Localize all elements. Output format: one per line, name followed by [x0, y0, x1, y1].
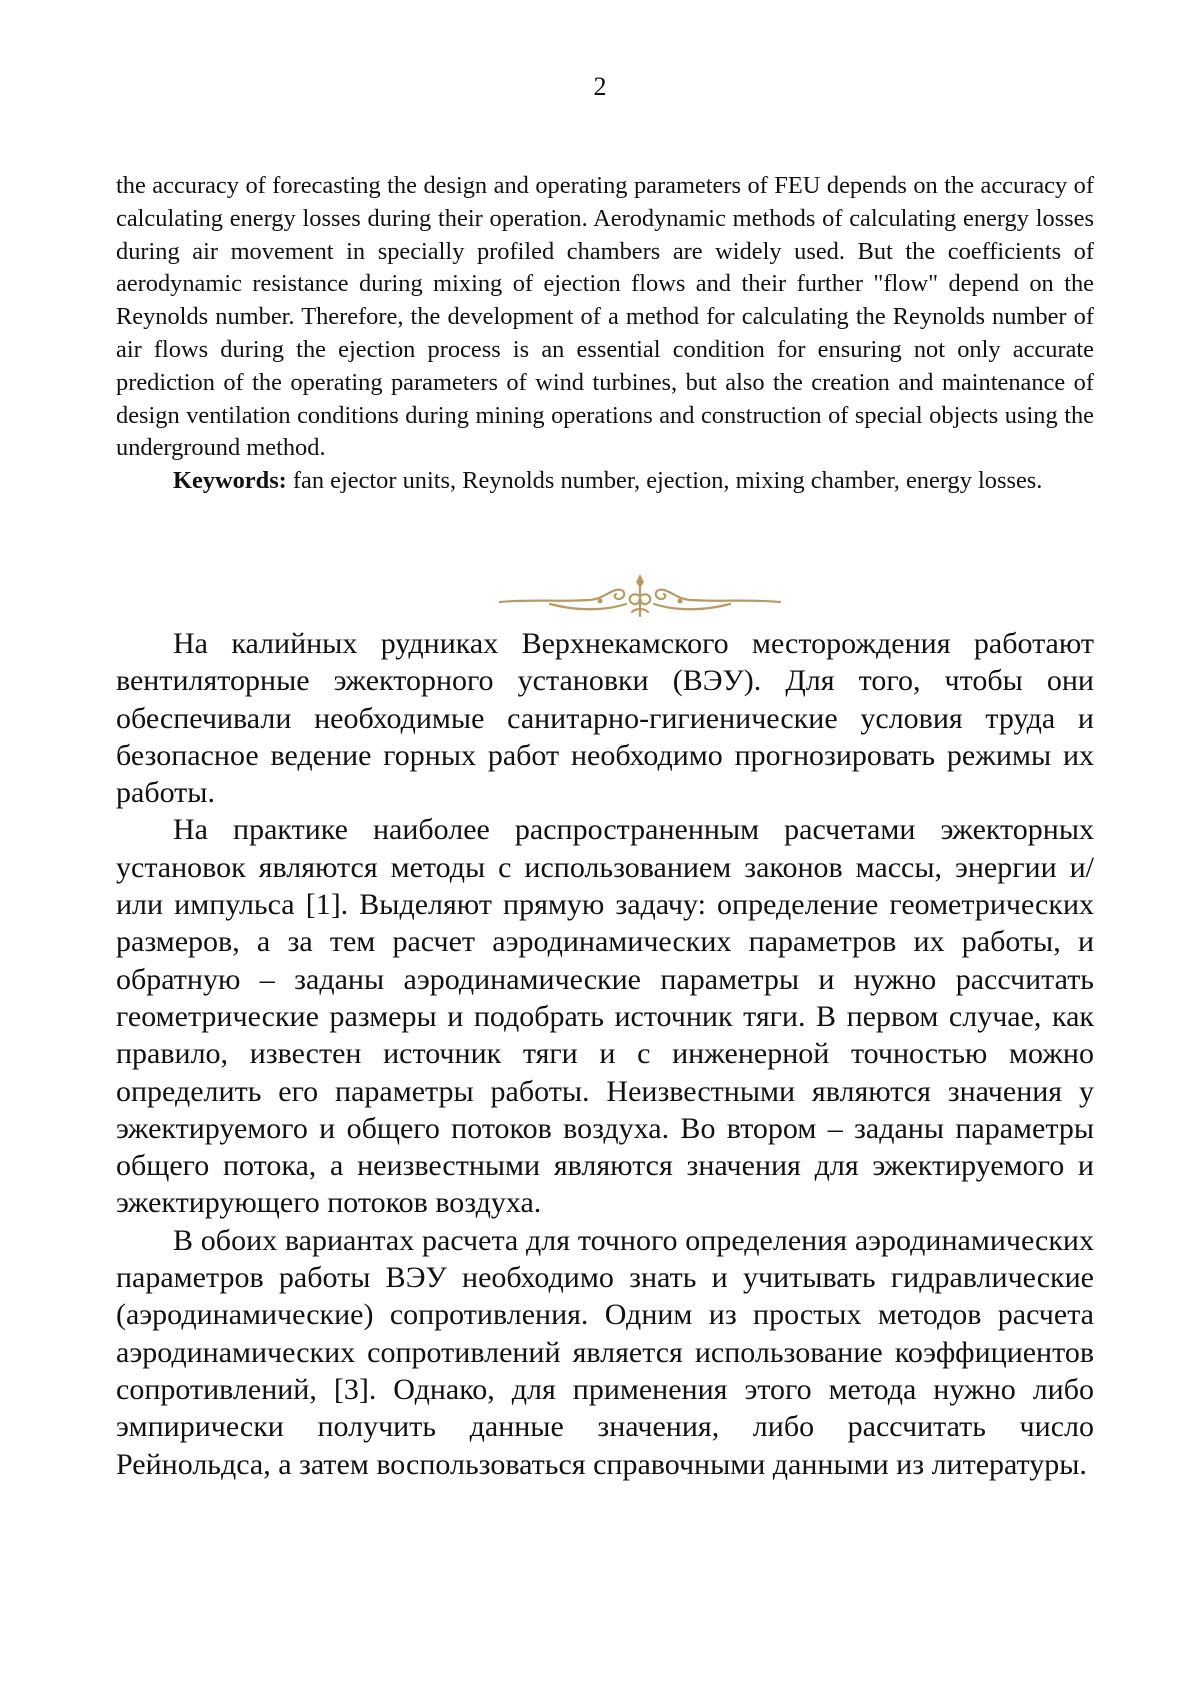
body-paragraph-3: В обоих вариантах расчета для точного определения аэродинамических параметров работы ВЭУ необходимо знать и учитывать гидравлические (аэродинамические) сопротивления. Одним из простых методов расчета аэродинамических сопротивлений является использование коэффициентов сопротивлений, [3]. Однако, для применения этого метода нужно либо эмпирически получить данные значения, либо рассчитать число Рейнольдса, а затем воспользоваться справочными данными из литературы.: [116, 1223, 1094, 1481]
abstract-section: [116, 170, 1094, 498]
keywords-paragraph: [116, 465, 1094, 498]
body-paragraph-2: На практике наиболее распространенным расчетами эжекторных установок являются методы с использованием законов массы, энергии и/или импульса [1]. Выделяют прямую задачу: определение геометрических размеров, а за тем расчет аэродинамических параметров их работы, и обратную – заданы аэродинамические параметры и нужно рассчитать геометрические размеры и подобрать источник тяги. В первом случае, как правило, известен источник тяги и с инженерной точностью можно определить его параметры работы. Неизвестными являются значения у эжектируемого и общего потоков воздуха. Во втором – заданы параметры общего потока, а неизвестными являются значения для эжектируемого и эжектирующего потоков воздуха.: [116, 813, 1094, 1220]
keywords-label: Keywords:: [173, 467, 287, 495]
ornament-divider-icon: [490, 566, 790, 628]
abstract-paragraph: the accuracy of forecasting the design and operating parameters of FEU depends on the accuracy of calculating energy losses during their operation. Aerodynamic methods of calculating energy losses during air movement in specially profiled chambers are widely used. But the coefficients of aerodynamic resistance during mixing of ejection flows and their further "flow" depend on the Reynolds number. Therefore, the development of a method for calculating the Reynolds number of air flows during the ejection process is an essential condition for ensuring not only accurate prediction of the operating parameters of wind turbines, but also the creation and maintenance of design ventilation conditions during mining operations and construction of special objects using the underground method.: [116, 172, 1094, 462]
body-text: [116, 625, 1094, 1483]
page-number: 2: [593, 72, 607, 101]
keywords-list: fan ejector units, Reynolds number, ejection, mixing chamber, energy losses.: [286, 467, 1043, 495]
body-paragraph-1: На калийных рудниках Верхнекамского месторождения работают вентиляторные эжекторного установки (ВЭУ). Для того, чтобы они обеспечивали необходимые санитарно-гигиенические условия труда и безопасное ведение горных работ необходимо прогнозировать режимы их работы.: [116, 627, 1094, 810]
